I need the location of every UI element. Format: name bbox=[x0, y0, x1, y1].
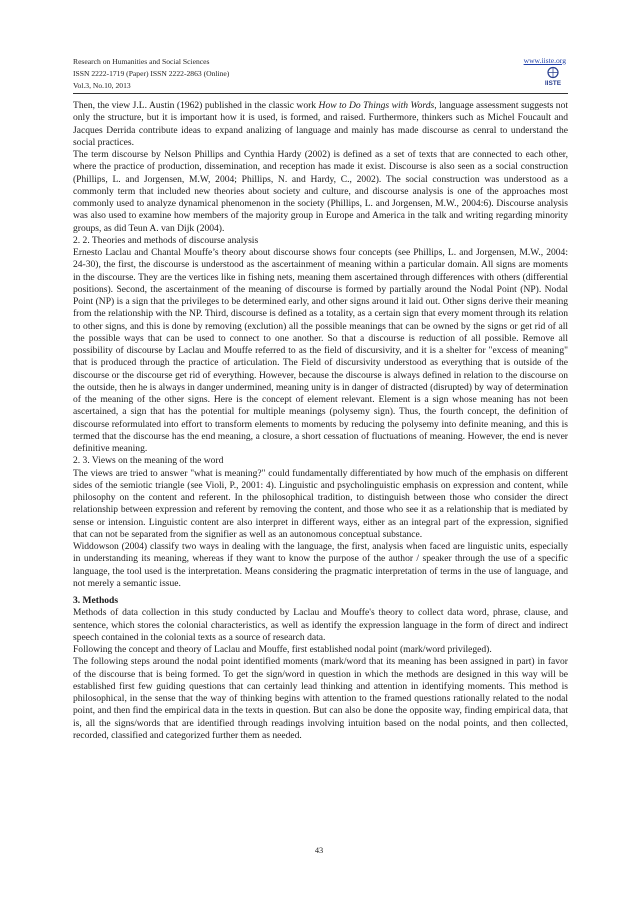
section-heading-2-2: 2. 2. Theories and methods of discourse analysis bbox=[73, 234, 259, 246]
paragraph-austin: Then, the view J.L. Austin (1962) published in the classic work How to Do Things with Words, language assessment suggests not only the structure, but it is important how it is used, is formed, and raised. Furthermore, thinkers such as Michel Foucault and Jacques Derrida contribute ideas to expand analizing of language and mainly has made discourse as cenral to understand the social practices. bbox=[73, 100, 569, 148]
journal-url-link[interactable]: www.iiste.org bbox=[523, 56, 566, 65]
paragraph-discourse-definition: The term discourse by Nelson Phillips and Cynthia Hardy (2002) is defined as a set of texts that are connected to each other, where the practice of production, dissemination, and reception has made it exist. Discourse is also seen as a social construction (Phillips, L. and Jorgensen, M.W, 2004; Phillips, N. and Hardy, C., 2002). The social construction was understood as a commonly term that included new theories about society and culture, and discourse analysis is one of the approaches most commonly used to analyze dynamical phenomenon in the society (Phillips, L. and Jorgensen, M.W., 2004:6). Discourse analysis was also used to examine how members of the majority group in Europe and America in the talk and writing regarding minority groups, as did Teun A. van Dijk (2004). bbox=[73, 149, 568, 234]
paragraph-widdowson: Widdowson (2004) classify two ways in dealing with the language, the first, analysis when faced are linguistic units, especially in understanding its meaning, whereas if they want to know the purpose of the author / speaker through the use of a specific language, the tool used is the interpretation. Means considering the pragmatic interpretation of terms in the use of language, and not merely a semantic issue. bbox=[73, 541, 568, 589]
volume-line: Vol.3, No.10, 2013 bbox=[73, 81, 131, 90]
paragraph-nodal-point: Following the concept and theory of Laclau and Mouffe, first established nodal point (mark/word privileged). bbox=[73, 644, 492, 655]
issn-line: ISSN 2222-1719 (Paper) ISSN 2222-2863 (Online) bbox=[73, 69, 230, 78]
paragraph-steps: The following steps around the nodal point identified moments (mark/word that its meaning has been assigned in part) in favor of the discourse that is being formed. To get the sign/word in question in which the methods are designed in this way will be established first few guiding questions that can certainly lead thinking and attention in identifying moments. This method is philosophical, in the sense that the way of thinking begins with attention to the framed questions rationally related to the nodal point, and then find the empirical data in the texts in question. But can also be done the opposite way, finding empirical data, that is, all the signs/words that are identified through readings involving intuition based on the nodal points, and then collected, recorded, classified and categorized further them as needed. bbox=[73, 656, 568, 741]
paragraph-methods-data: Methods of data collection in this study conducted by Laclau and Mouffe's theory to collect data word, phrase, clause, and sentence, which stores the colonial characteristics, as well as identify the expression language in the form of direct and indirect speech contained in the colonial texts as a source of research data. bbox=[73, 607, 568, 643]
header-rule bbox=[73, 93, 568, 94]
paragraph-meaning-views: The views are tried to answer "what is meaning?" could fundamentally differentiated by how much of the emphasis on different sides of the semiotic triangle (see Violi, P., 2001: 4). Linguistic and psycholinguistic emphasis on expression and content, while philosophy on the content and referent. In the philosophical tradition, to distinguish between those who consider the direct relationship between expression and referent by removing the content, and those who see it as a relationship that is mediated by sense or intension. Linguistic content are also interpret in different ways, either as an integral part of the expression, signified that can not be separated from the signifier as well as an autonomous conceptual substance. bbox=[73, 467, 568, 540]
paragraph-laclau-mouffe: Ernesto Laclau and Chantal Mouffe’s theory about discourse shows four concepts (see Phillips, L. and Jorgensen, M.W., 2004: 24-30), the first, the discourse is understood as the ascertainment of meaning within a particular domain. All signs are moments in the discourse. They are the vertices like in fishing nets, meaning them ascertained through differences with others (differential positions). Second, the ascertainment of the meaning of discourse is formed by partially around the Nodal Point (NP). Nodal Point (NP) is a sign that the privileges to be determined early, and other signs around it laid out. Other signs derive their meaning from the relationship with the NP. Third, discourse is defined as a totality, as a certain sign that every moment through its relation to other signs, and this is done by removing (exclution) all the possible meanings that can be owned by the signs or get rid of all the possible ways that can be used to connect to one another. So that a discourse is reduction of all possible. Remove all possibility of discourse by Laclau and Mouffe referred to as the field of discursivity, and it is a shelter for "excess of meaning" that is produced through the practice of articulation. The Field of discursivity understood as everything that is outside of the discourse or the discourse get rid of everything. However, because the discourse is always defined in relation to the discourse on the outside, then he is always in danger undermined, meaning unity is in danger of distracted (disrupted) by way of determination of the meaning of the other signs. Here is the concept of element relevant. Element is a sign whose meaning has not been ascertained, a sign that has the potential for multiple meanings (polysemy sign). Thus, the fourth concept, the definition of discourse reformulated into effort to transform elements to moments by reducing the polysemy into definite meaning, and this is termed that the discourse has the end meaning, a closure, a short cessation of fluctuations of meaning. However, the end is never definitive meaning. bbox=[73, 247, 568, 454]
page-number: 43 bbox=[314, 846, 324, 855]
book-title: How to Do Things with Words bbox=[318, 100, 435, 111]
journal-name: Research on Humanities and Social Sciences bbox=[73, 57, 210, 66]
iiste-logo bbox=[538, 66, 568, 86]
section-heading-2-3: 2. 3. Views on the meaning of the word bbox=[73, 455, 224, 467]
section-heading-methods: 3. Methods bbox=[73, 595, 119, 606]
article-body bbox=[73, 100, 568, 742]
logo-text: IISTE bbox=[544, 80, 562, 86]
